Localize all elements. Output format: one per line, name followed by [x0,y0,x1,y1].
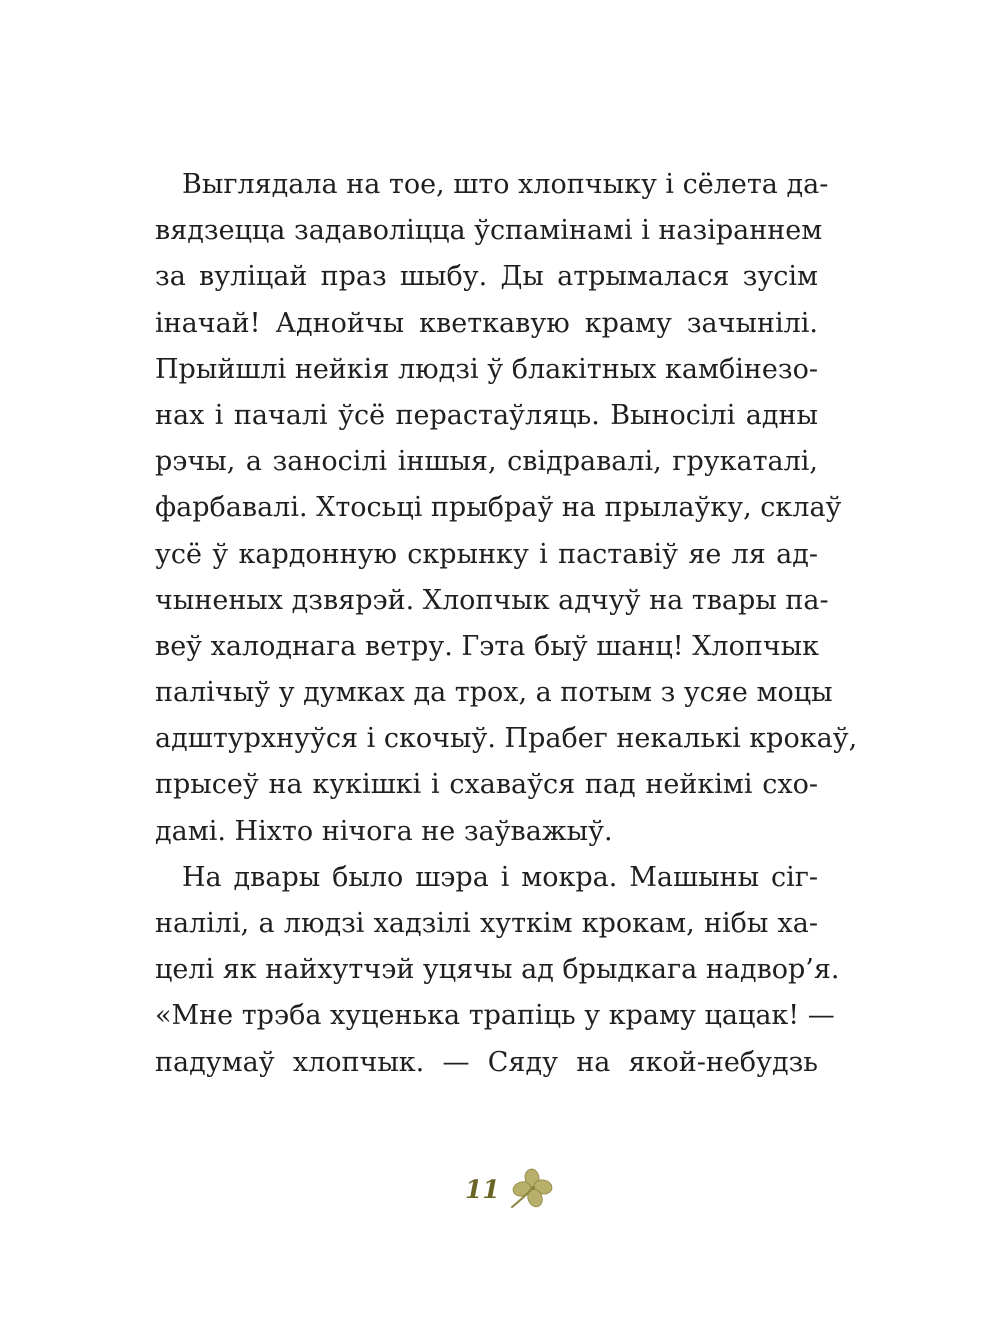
text-line: целі як найхутчэй уцячы ад брыдкага надвор’я. [155,954,840,986]
text-line: падумаў хлопчык. — Сяду на якой-небудзь [155,1046,818,1078]
text-line: адштурхнуўся і скочыў. Прабег некалькі крокаў, [155,723,858,755]
text-line: вядзецца задаволіцца ўспамінамі і назіраннем [155,215,823,247]
text-line: «Мне трэба хуценька трапіць у краму цацак! — [155,1000,835,1032]
text-line: палічыў у думках да трох, а потым з усяе моцы [155,677,833,709]
text-line: фарбавалі. Хтосьці прыбраў на прылаўку, склаў [155,492,842,524]
text-line: прысеў на кукішкі і схаваўся пад нейкімі схо- [155,769,818,801]
text-line: Прыйшлі нейкія людзі ў блакітных камбінезо- [155,353,818,385]
paragraph-2 [155,855,840,1086]
text-line: усё ў кардонную скрынку і паставіў яе ля ад- [155,538,818,570]
text-line: чыненых дзвярэй. Хлопчык адчуў на твары па- [155,584,829,616]
paragraph-1 [155,162,858,855]
page-number: 11 [465,1174,500,1204]
text-line: Выглядала на тое, што хлопчыку і сёлета да- [182,169,829,200]
page-text [155,162,858,1086]
text-line: іначай! Аднойчы кветкавую краму зачынілі. [155,307,818,339]
four-leaf-clover-icon [508,1167,556,1211]
text-line: На двары было шэра і мокра. Машыны сіг- [182,861,818,893]
text-line: за вуліцай праз шыбу. Ды атрымалася зусім [155,261,818,293]
text-line: дамі. Ніхто нічога не заўважыў. [155,815,613,847]
text-line: рэчы, а заносілі іншыя, свідравалі, грукаталі, [155,446,818,478]
text-line: нах і пачалі ўсё перастаўляць. Выносілі адны [155,399,818,431]
page-footer [465,1165,575,1213]
text-line: налілі, а людзі хадзілі хуткім крокам, нібы ха- [155,908,818,939]
text-line: веў халоднага ветру. Гэта быў шанц! Хлопчык [155,630,820,662]
